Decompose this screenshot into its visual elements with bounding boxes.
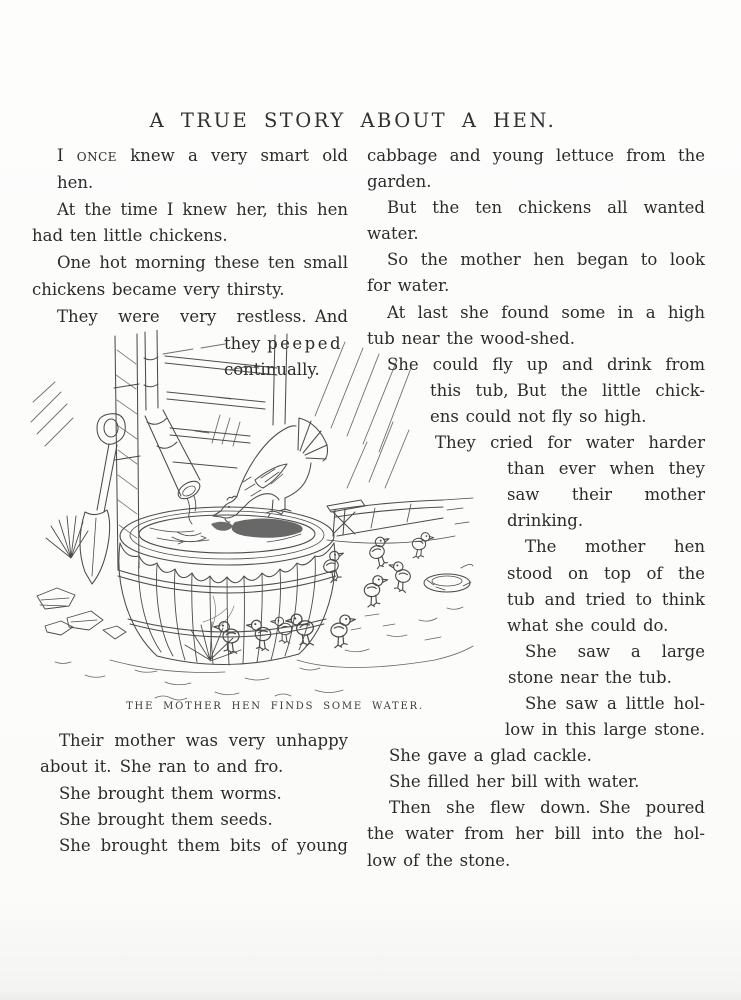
text-line: But the ten chickens all wanted: [387, 198, 705, 218]
text-line: drinking.: [507, 511, 584, 531]
text-line: this tub, But the little chick-: [430, 380, 705, 400]
text-line: I once knew a very smart old hen.: [57, 146, 348, 192]
text-line: saw their mother: [507, 485, 705, 505]
page-title: A TRUE STORY ABOUT A HEN.: [149, 109, 557, 132]
text-line: tub near the wood-shed.: [367, 328, 575, 348]
feed-pan: [424, 564, 473, 592]
text-line: low of the stone.: [367, 850, 511, 870]
text-line: cabbage and young lettuce from the: [367, 146, 705, 165]
text-line: what she could do.: [507, 615, 669, 635]
text-line: had ten little chickens.: [32, 226, 228, 246]
text-line: water.: [367, 224, 419, 244]
text-line: about it. She ran to and fro.: [40, 757, 284, 777]
text-line: She saw a little hol-: [525, 693, 705, 713]
text-line: stood on top of the: [507, 563, 705, 583]
rain-hatching: [315, 342, 411, 488]
text-line: continually.: [224, 360, 320, 380]
text-line: low in this large stone.: [505, 720, 705, 740]
text-line: She brought them worms.: [59, 783, 282, 803]
text-line: She could fly up and drink from: [387, 354, 705, 374]
text-line: At last she found some in a high: [387, 302, 705, 322]
text-line: the water from her bill into the hol-: [367, 824, 705, 844]
text-line: She filled her bill with water.: [389, 772, 640, 792]
text-line: Then she flew down. She poured: [389, 798, 705, 818]
text-line: ens could not fly so high.: [430, 406, 647, 426]
text-line: Their mother was very unhappy: [59, 731, 348, 750]
text-line: for water.: [367, 276, 450, 296]
text-line: They were very restless. And: [57, 306, 348, 326]
text-line: chickens became very thirsty.: [32, 279, 285, 299]
text-line: She brought them bits of young: [59, 836, 348, 856]
hen-and-tub-illustration: [15, 330, 475, 702]
text-line: At the time I knew her, this hen: [57, 199, 348, 219]
text-line: they peeped: [224, 333, 344, 353]
text-line: She gave a glad cackle.: [389, 746, 592, 766]
text-line: She saw a large: [525, 641, 705, 661]
left-column-bottom: [32, 728, 348, 859]
text-line: stone near the tub.: [508, 667, 672, 687]
wood-shed: [327, 498, 473, 543]
text-line: She brought them seeds.: [59, 809, 273, 829]
text-line: One hot morning these ten small: [57, 253, 348, 273]
ground-texture: [55, 607, 473, 700]
text-line: garden.: [367, 172, 432, 192]
text-line: So the mother hen began to look: [387, 250, 705, 270]
text-line: They cried for water harder: [435, 433, 705, 453]
text-line: The mother hen: [525, 537, 705, 557]
text-line: tub and tried to think: [507, 589, 705, 609]
text-line: than ever when they: [507, 459, 705, 479]
illustration-caption: THE MOTHER HEN FINDS SOME WATER.: [126, 701, 424, 712]
wooden-post: [114, 334, 140, 570]
